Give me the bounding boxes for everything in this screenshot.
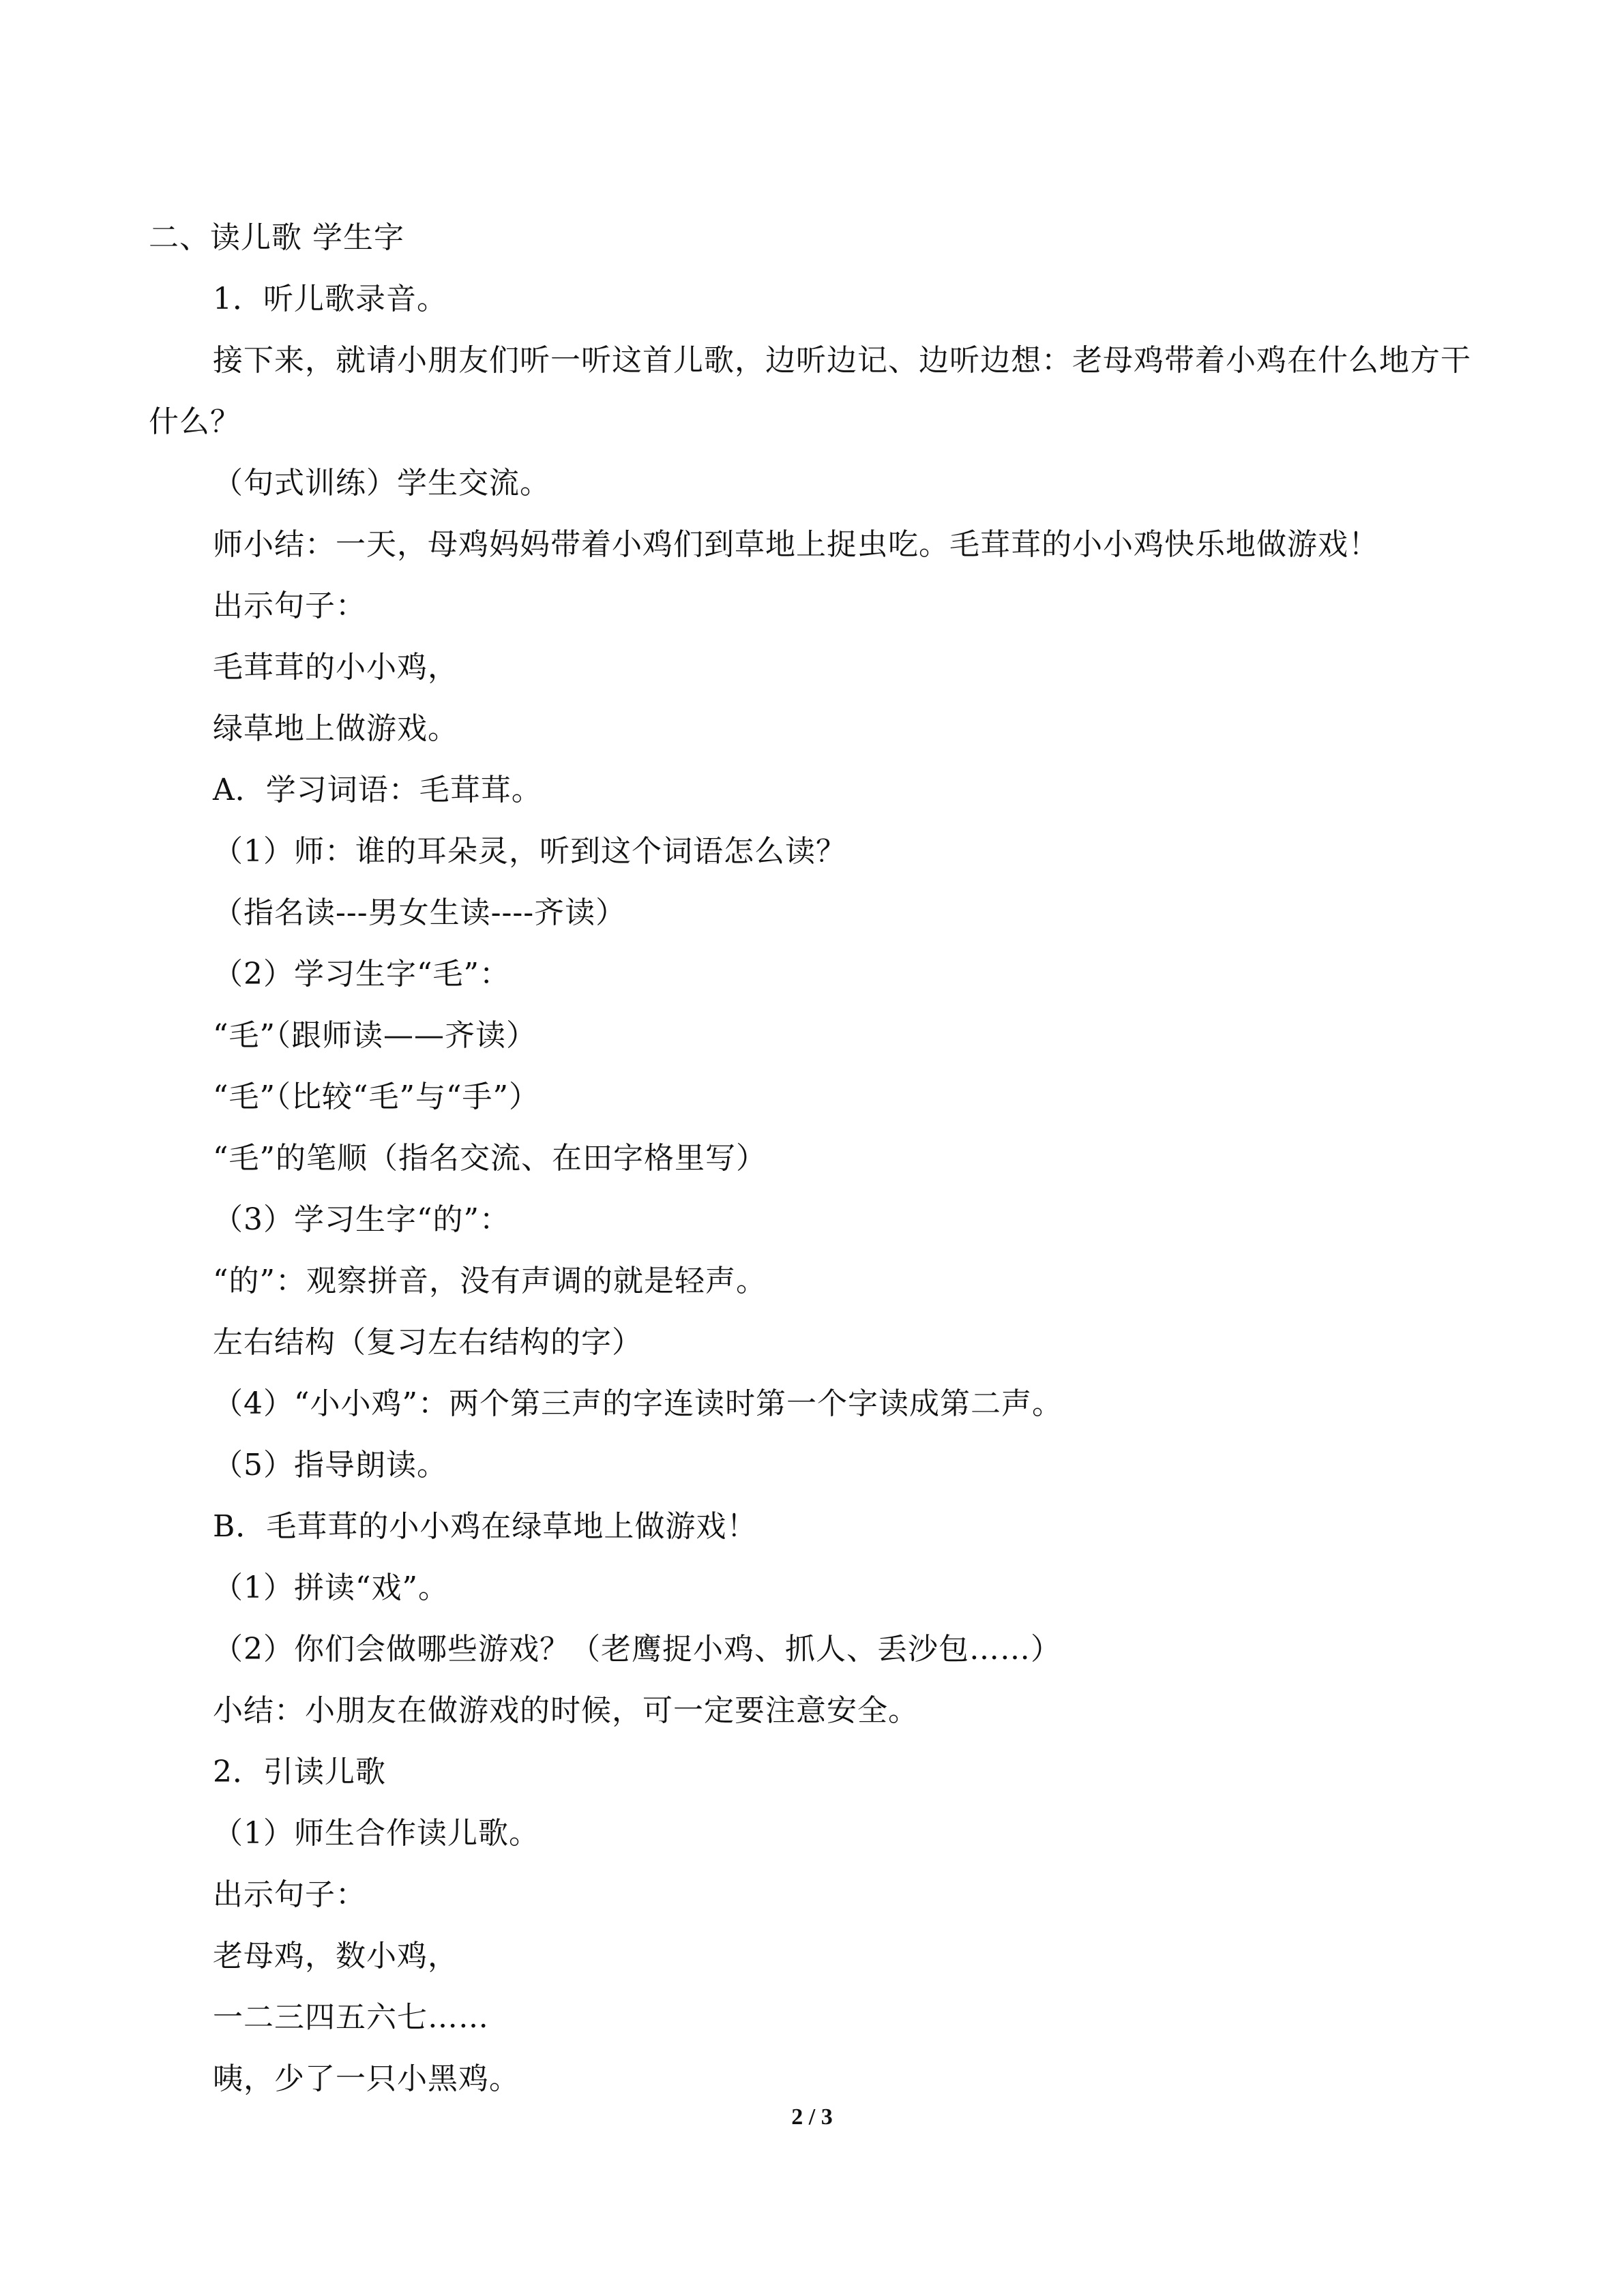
paragraph: 师小结：一天，母鸡妈妈带着小鸡们到草地上捉虫吃。毛茸茸的小小鸡快乐地做游戏！ — [213, 527, 1379, 562]
paragraph: 接下来，就请小朋友们听一听这首儿歌，边听边记、边听边想：老母鸡带着小鸡在什么地方干什么？ — [149, 343, 1471, 439]
paragraph: （5）指导朗读。 — [213, 1448, 447, 1482]
paragraph: A．学习词语：毛茸茸。 — [213, 773, 542, 807]
paragraph: 小结：小朋友在做游戏的时候，可一定要注意安全。 — [213, 1693, 919, 1728]
paragraph: “的”：观察拼音，没有声调的就是轻声。 — [213, 1264, 767, 1298]
paragraph: 出示句子： — [213, 588, 366, 623]
paragraph: “毛”（跟师读——齐读） — [213, 1018, 537, 1053]
page-number: 2 / 3 — [791, 2104, 833, 2130]
paragraph: （2）学习生字“毛”： — [213, 957, 510, 992]
poem-line: 咦，少了一只小黑鸡。 — [213, 2061, 520, 2096]
poem-line: 毛茸茸的小小鸡， — [213, 650, 458, 685]
section-heading: 二、读儿歌 学生字 — [149, 220, 404, 255]
paragraph: （3）学习生字“的”： — [213, 1202, 510, 1237]
poem-line: 一二三四五六七…… — [213, 2000, 489, 2035]
paragraph: （1）师生合作读儿歌。 — [213, 1816, 540, 1851]
poem-line: 绿草地上做游戏。 — [213, 711, 458, 746]
document-body — [149, 207, 1475, 2110]
paragraph: “毛”（比较“毛”与“手”） — [213, 1079, 540, 1114]
paragraph: （2）你们会做哪些游戏？（老鹰捉小鸡、抓人、丢沙包……） — [213, 1632, 1061, 1667]
paragraph: “毛”的笔顺（指名交流、在田字格里写） — [213, 1141, 767, 1176]
paragraph: 左右结构（复习左右结构的字） — [213, 1325, 643, 1360]
paragraph: 2．引读儿歌 — [213, 1755, 386, 1789]
paragraph: （1）师：谁的耳朵灵，听到这个词语怎么读？ — [213, 834, 846, 869]
paragraph: （4）“小小鸡”：两个第三声的字连读时第一个字读成第二声。 — [213, 1386, 1063, 1421]
paragraph: 出示句子： — [213, 1877, 366, 1912]
poem-line: 老母鸡，数小鸡， — [213, 1939, 458, 1973]
paragraph: （指名读---男女生读----齐读） — [213, 895, 627, 930]
paragraph: B．毛茸茸的小小鸡在绿草地上做游戏！ — [213, 1509, 758, 1544]
paragraph: 1．听儿歌录音。 — [213, 282, 447, 316]
paragraph: （1）拼读“戏”。 — [213, 1570, 449, 1605]
paragraph: （句式训练）学生交流。 — [213, 466, 550, 501]
